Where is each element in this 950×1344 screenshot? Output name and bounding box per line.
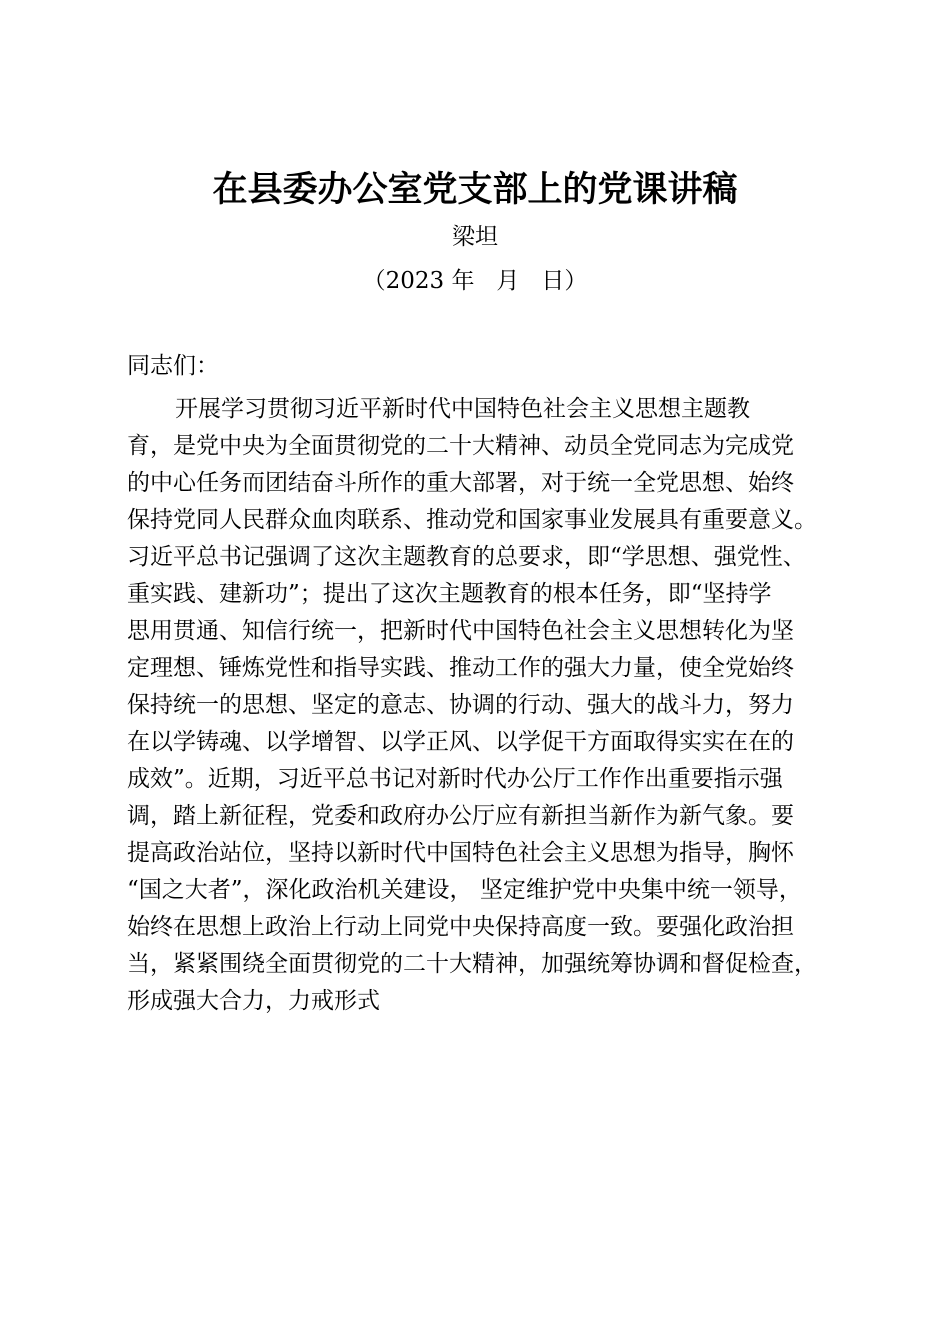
body-line: 开展学习贯彻习近平新时代中国特色社会主义思想主题教 [175,396,750,422]
body-line: 的中心任务而团结奋斗所作的重大部署，对于统一全党思想、始终 [127,470,794,496]
salutation: 同志们： [127,353,219,379]
author-name: 梁坦 [452,224,498,250]
body-line: 保持统一的思想、坚定的意志、协调的行动、强大的战斗力，努力 [127,692,794,718]
body-line: 定理想、锤炼党性和指导实践、推动工作的强大力量，使全党始终 [127,655,794,681]
body-line: “国之大者”，深化政治机关建设， 坚定维护党中央集中统一领导， [127,877,802,903]
body-line: 思用贯通、知信行统一，把新时代中国特色社会主义思想转化为坚 [127,618,794,644]
body-line: 习近平总书记强调了这次主题教育的总要求，即“学思想、强党性、 [127,544,806,570]
body-line: 当，紧紧围绕全面贯彻党的二十大精神，加强统筹协调和督促检查， [127,951,817,977]
body-line: 调，踏上新征程，党委和政府办公厅应有新担当新作为新气象。要 [127,803,794,829]
body-line: 在以学铸魂、以学增智、以学正风、以学促干方面取得实实在在的 [127,729,794,755]
body-line: 形成强大合力，力戒形式 [127,988,380,1014]
body-line: 保持党同人民群众血肉联系、推动党和国家事业发展具有重要意义。 [127,507,817,533]
body-line: 重实践、建新功”；提出了这次主题教育的根本任务，即“坚持学 [127,581,772,607]
document-date: （2023 年 月 日） [362,268,588,294]
body-line: 育，是党中央为全面贯彻党的二十大精神、动员全党同志为完成党 [127,433,794,459]
body-line: 成效”。近期，习近平总书记对新时代办公厅工作作出重要指示强 [127,766,783,792]
body-line: 始终在思想上政治上行动上同党中央保持高度一致。要强化政治担 [127,914,794,940]
body-line: 提高政治站位，坚持以新时代中国特色社会主义思想为指导，胸怀 [127,840,794,866]
document-title: 在县委办公室党支部上的党课讲稿 [212,169,738,210]
body-text [127,391,867,1020]
